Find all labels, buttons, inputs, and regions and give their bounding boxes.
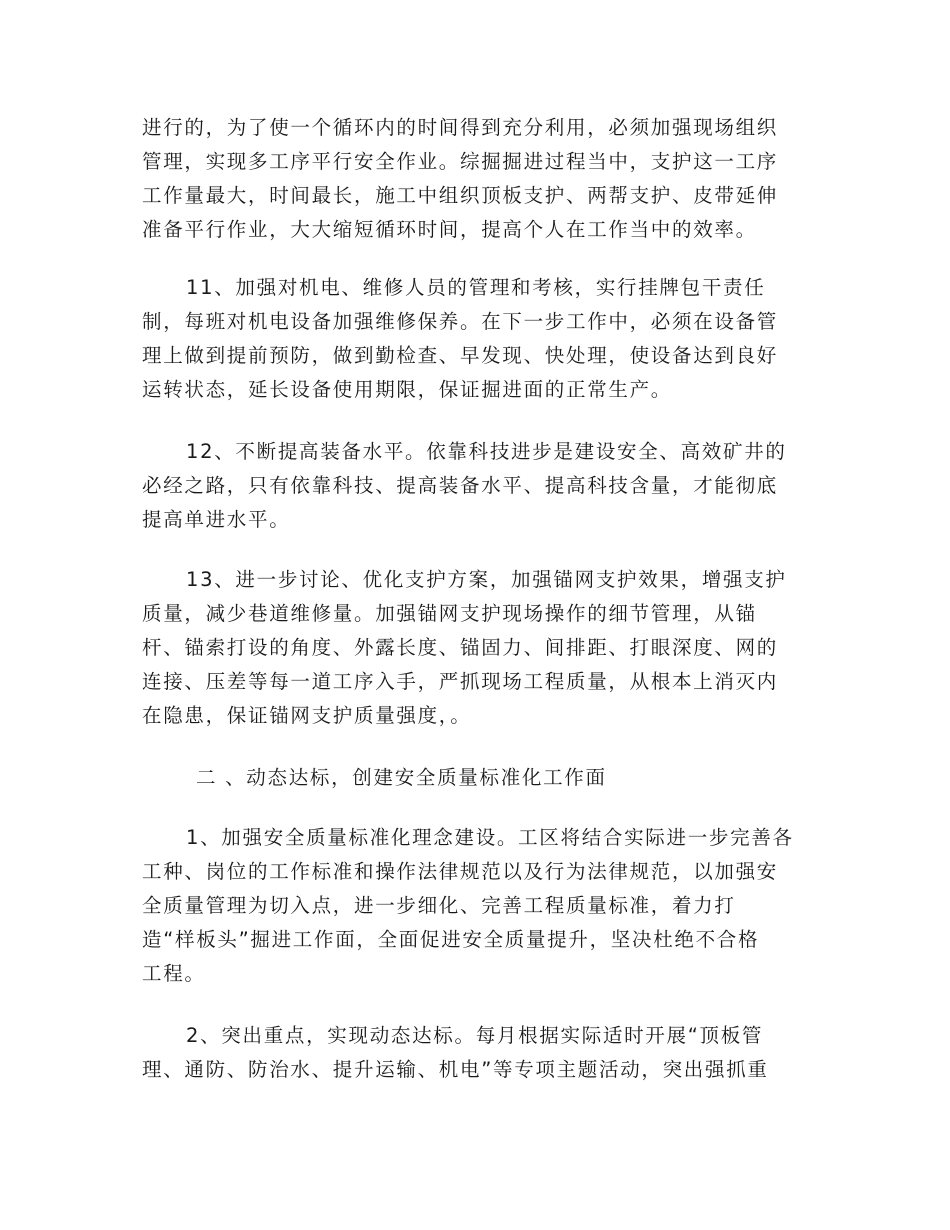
text-line: 理上做到提前预防，做到勤检查、早发现、快处理，使设备达到良好 xyxy=(142,344,779,367)
text-line: 连接、压差等每一道工序入手，严抓现场工程质量，从根本上消灭内 xyxy=(142,670,779,693)
text-line: 2、突出重点，实现动态达标。每月根据实际适时开展“顶板管 xyxy=(186,1024,764,1047)
text-line: 在隐患，保证锚网支护质量强度，。 xyxy=(142,704,472,727)
text-line: 管理，实现多工序平行安全作业。综掘掘进过程当中，支护这一工序 xyxy=(142,150,779,173)
text-line: 造“样板头”掘进工作面，全面促进安全质量提升，坚决杜绝不合格 xyxy=(142,928,760,951)
text-line: 提高单进水平。 xyxy=(142,508,291,531)
text-line: 进行的，为了使一个循环内的时间得到充分利用，必须加强现场组织 xyxy=(142,116,779,139)
text-line: 质量，减少巷道维修量。加强锚网支护现场操作的细节管理，从锚 xyxy=(142,602,757,625)
text-line: 制，每班对机电设备加强维修保养。在下一步工作中，必须在设备管 xyxy=(142,310,779,333)
text-line: 运转状态，延长设备使用期限，保证掘进面的正常生产。 xyxy=(142,378,673,401)
text-line: 1、加强安全质量标准化理念建设。工区将结合实际进一步完善各 xyxy=(186,826,794,849)
text-line: 11、加强对机电、维修人员的管理和考核，实行挂牌包干责任 xyxy=(186,276,766,299)
text-line: 理、通防、防治水、提升运输、机电”等专项主题活动，突出强抓重 xyxy=(142,1058,769,1081)
text-line: 13、进一步讨论、优化支护方案，加强锚网支护效果，增强支护 xyxy=(186,568,787,591)
text-line: 杆、锚索打设的角度、外露长度、锚固力、间排距、打眼深度、网的 xyxy=(142,636,779,659)
text-line: 工种、岗位的工作标准和操作法律规范以及行为法律规范，以加强安 xyxy=(142,860,779,883)
text-line: 工程。 xyxy=(142,962,206,985)
text-line: 工作量最大，时间最长，施工中组织顶板支护、两帮支护、皮带延伸 xyxy=(142,184,779,207)
text-line: 12、不断提高装备水平。依靠科技进步是建设安全、高效矿井的 xyxy=(186,440,787,463)
section-heading-text: 二 、动态达标，创建安全质量标准化工作面 xyxy=(196,766,607,789)
text-line: 全质量管理为切入点，进一步细化、完善工程质量标准，着力打 xyxy=(142,894,736,917)
text-line: 准备平行作业，大大缩短循环时间，提高个人在工作当中的效率。 xyxy=(142,218,757,241)
text-line: 必经之路，只有依靠科技、提高装备水平、提高科技含量，才能彻底 xyxy=(142,474,779,497)
